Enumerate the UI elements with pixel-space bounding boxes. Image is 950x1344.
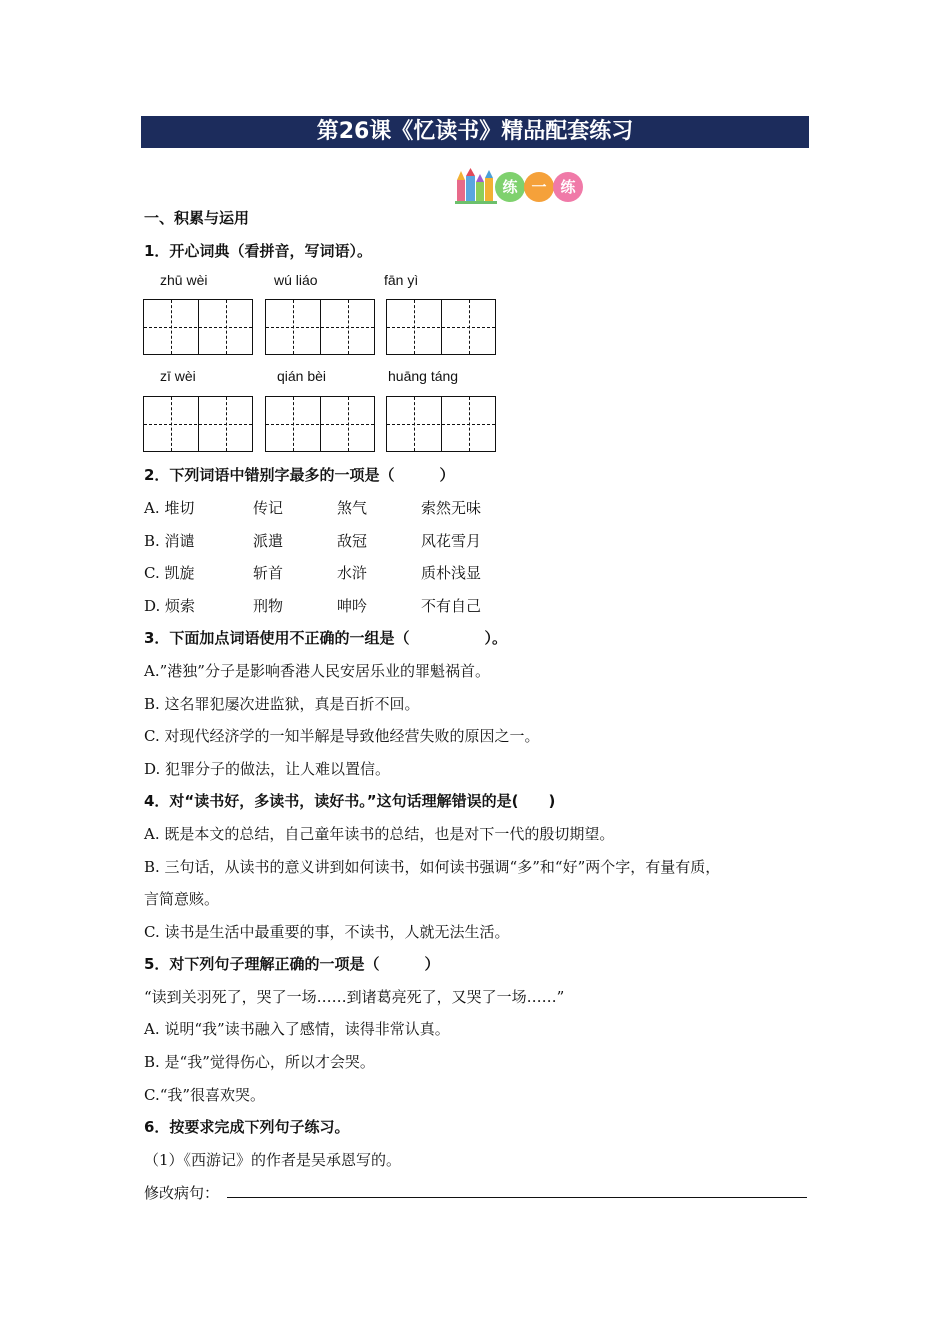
option-word: 传记 (253, 499, 284, 517)
writing-grid[interactable] (143, 299, 253, 355)
sentence-item: （1）《西游记》的作者是吴承恩写的。 (144, 1151, 402, 1169)
option-b: B. 三句话，从读书的意义讲到如何读书，如何读书强调“多”和“好”两个字，有量有质， (144, 858, 721, 876)
option-word: 刑物 (253, 597, 284, 615)
option-word: 不有自己 (421, 597, 482, 615)
answer-line[interactable] (227, 1197, 807, 1198)
pinyin-label: fān yì (384, 272, 419, 288)
option-word: 派遣 (253, 532, 284, 550)
badge-char-3: 练 (553, 172, 583, 202)
option-word: D. 烦索 (144, 597, 196, 615)
option-word: 风花雪月 (421, 532, 482, 550)
castle-icon (455, 168, 499, 204)
option-word: 索然无味 (421, 499, 482, 517)
pinyin-label: zī wèi (160, 368, 196, 384)
pinyin-label: wú liáo (274, 272, 318, 288)
option-c: C.“我”很喜欢哭。 (144, 1086, 266, 1104)
practice-badge (455, 168, 585, 204)
badge-char-1: 练 (495, 172, 525, 202)
option-word: C. 凯旋 (144, 564, 195, 582)
writing-grid[interactable] (265, 396, 375, 452)
option-a: A. 说明“我”读书融入了感情，读得非常认真。 (144, 1020, 450, 1038)
option-word: 呻吟 (337, 597, 368, 615)
quote-text: “读到关羽死了，哭了一场……到诸葛亮死了，又哭了一场……” (144, 988, 565, 1006)
question-4-title: 4．对“读书好，多读书，读好书。”这句话理解错误的是( ) (144, 792, 556, 810)
option-c: C. 读书是生活中最重要的事，不读书，人就无法生活。 (144, 923, 510, 941)
question-1-title: 1．开心词典（看拼音，写词语）。 (144, 242, 372, 260)
option-a: A.”港独”分子是影响香港人民安居乐业的罪魁祸首。 (144, 662, 490, 680)
pinyin-label: qián bèi (277, 368, 327, 384)
writing-grid[interactable] (386, 299, 496, 355)
question-3-title: 3．下面加点词语使用不正确的一组是（ ）。 (144, 629, 507, 647)
writing-grid[interactable] (386, 396, 496, 452)
option-b-continued: 言简意赅。 (144, 890, 220, 908)
fix-sentence-label: 修改病句： (144, 1184, 220, 1202)
badge-char-2: 一 (524, 172, 554, 202)
writing-grid[interactable] (143, 396, 253, 452)
option-word: 斩首 (253, 564, 284, 582)
writing-grid[interactable] (265, 299, 375, 355)
option-a: A. 既是本文的总结，自己童年读书的总结，也是对下一代的殷切期望。 (144, 825, 615, 843)
section-heading: 一、积累与运用 (144, 209, 250, 227)
option-c: C. 对现代经济学的一知半解是导致他经营失败的原因之一。 (144, 727, 540, 745)
option-d: D. 犯罪分子的做法，让人难以置信。 (144, 760, 391, 778)
option-b: B. 这名罪犯屡次进监狱，真是百折不回。 (144, 695, 420, 713)
question-5-title: 5．对下列句子理解正确的一项是（ ） (144, 955, 440, 973)
question-6-title: 6．按要求完成下列句子练习。 (144, 1118, 350, 1136)
option-b: B. 是“我”觉得伤心，所以才会哭。 (144, 1053, 375, 1071)
option-word: 煞气 (337, 499, 368, 517)
pinyin-label: zhū wèi (160, 272, 208, 288)
option-word: 质朴浅显 (421, 564, 482, 582)
option-word: B. 消谴 (144, 532, 195, 550)
question-2-title: 2．下列词语中错别字最多的一项是（ ） (144, 466, 455, 484)
option-word: A. 堆切 (144, 499, 195, 517)
pinyin-label: huāng táng (388, 368, 459, 384)
option-word: 敌冠 (337, 532, 368, 550)
option-word: 水浒 (337, 564, 368, 582)
page-title: 第26课《忆读书》精品配套练习 (141, 116, 809, 148)
